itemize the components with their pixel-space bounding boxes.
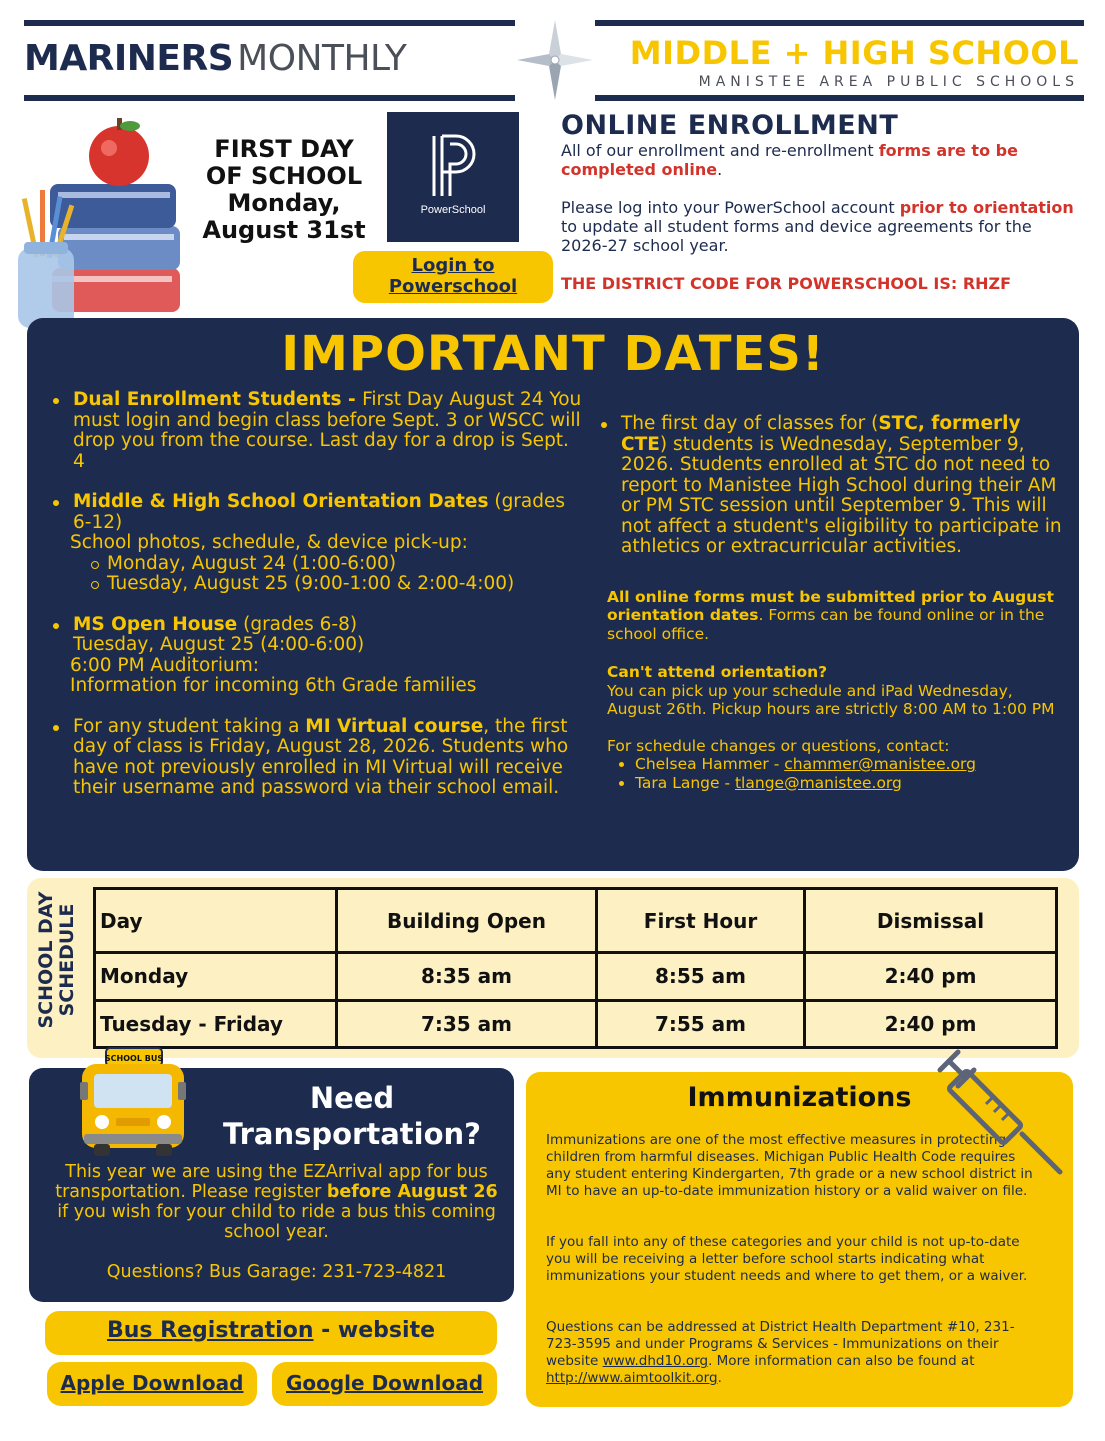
contact-tara (607, 774, 1066, 793)
enrollment-p1-text: All of our enrollment and re-enrollment (561, 141, 879, 160)
first-day-notice (190, 136, 378, 244)
enrollment-heading: ONLINE ENROLLMENT (561, 110, 899, 141)
online-enrollment-section (561, 110, 1081, 293)
stc-text-b: ) students is Wednesday, September 9, 2026. Students enrolled at STC do not need to report to Manistee High School during their AM or PM STC session until September 9. This will not affect a student's eligibility to participate in athletics or extracurricular activities. (621, 433, 1062, 557)
schedule-label-line1: SCHOOL DAY (35, 891, 57, 1029)
bus-registration-rest: - website (313, 1318, 435, 1343)
dual-enrollment-title: Dual Enrollment Students - (73, 389, 363, 410)
immunizations-p3-b: . More information can also be found at (708, 1353, 975, 1369)
contact-tara-email-link[interactable]: tlange@manistee.org (734, 773, 902, 792)
schedule-header-row (95, 889, 1057, 953)
immunizations-p3-a: Questions can be addressed at District Health Department #10, 231-723-3595 and under Programs & Services - Immunizations on their website (546, 1319, 1015, 1369)
cell-dismissal: 2:40 pm (805, 1000, 1057, 1048)
immunizations-p2: If you fall into any of these categories and your child is not up-to-date you will be receiving a letter before school starts indicating what immunizations your student needs and where to get them, or a waiver. (546, 1234, 1028, 1284)
books-apple-illustration (14, 118, 186, 330)
contact-chelsea (607, 755, 1066, 774)
dual-enrollment-item (53, 390, 583, 472)
col-header-dismissal: Dismissal (805, 889, 1057, 953)
aimtoolkit-link[interactable]: http://www.aimtoolkit.org (546, 1370, 718, 1386)
immunizations-p3-c: . (717, 1370, 722, 1386)
important-dates-heading: IMPORTANT DATES! (281, 326, 825, 382)
stc-item (601, 414, 1066, 558)
school-bus-icon (78, 1046, 188, 1158)
compass-star-icon (515, 18, 595, 102)
mi-virtual-text-b: , the first day of class is Friday, August 28, 2026. Students who have not previously enrolled in MI Virtual will receive their username and password via their school email. (73, 715, 569, 798)
enrollment-p2-rest: to update all student forms and device agreements for the 2026-27 school year. (561, 217, 1032, 255)
login-line2: Powerschool (388, 276, 518, 297)
cant-attend-note (607, 663, 1066, 719)
contact-chelsea-email-link[interactable]: chammer@manistee.org (784, 755, 976, 773)
mi-virtual-title: MI Virtual course (305, 715, 484, 737)
transportation-text-b: if you wish for your child to ride a bus this coming school year. (57, 1202, 496, 1242)
school-day-schedule-table (93, 887, 1058, 1049)
apple-download-button[interactable] (47, 1362, 257, 1406)
orientation-date-1: Monday, August 24 (1:00-6:00) (91, 554, 583, 575)
orientation-text: School photos, schedule, & device pick-up: (70, 532, 468, 553)
important-dates-panel (27, 318, 1079, 871)
col-header-day: Day (95, 889, 337, 953)
enrollment-p2 (561, 198, 1081, 255)
online-forms-emphasis: All online forms must be submitted prior to August orientation dates (607, 587, 1054, 624)
enrollment-p1 (561, 141, 1081, 179)
enrollment-p1-end: . (717, 160, 723, 179)
orientation-grades: (grades 6-12) (73, 491, 566, 533)
syringe-icon (930, 1042, 1072, 1184)
cell-building-open: 8:35 am (337, 953, 597, 1001)
cant-attend-text: You can pick up your schedule and iPad Wednesday, August 26th. Pickup hours are strictly 8:00 AM to 1:00 PM (607, 681, 1055, 718)
ms-open-house-line2: 6:00 PM Auditorium: (70, 654, 259, 676)
dates-right-column (601, 414, 1066, 792)
dhd10-link[interactable]: www.dhd10.org (602, 1353, 709, 1369)
ms-open-house-title: MS Open House (73, 613, 238, 635)
col-header-first-hour: First Hour (597, 889, 805, 953)
orientation-title: Middle & High School Orientation Dates (73, 491, 489, 512)
contact-chelsea-name: Chelsea Hammer - (635, 755, 785, 773)
stc-title: STC, formerly CTE (621, 413, 1021, 455)
bus-registration-button[interactable] (45, 1311, 497, 1355)
immunizations-p3 (546, 1319, 1041, 1387)
col-header-building-open: Building Open (337, 889, 597, 953)
enrollment-p2-emphasis: prior to orientation (899, 198, 1074, 217)
ms-open-house-grades: (grades 6-8) (237, 613, 358, 635)
bus-sign-text: SCHOOL BUS (104, 1054, 164, 1063)
bus-garage-phone: Questions? Bus Garage: 231-723-4821 (106, 1262, 447, 1282)
online-forms-text: . Forms can be found online or in the school office. (607, 606, 1045, 643)
powerschool-logo-text: PowerSchool (420, 204, 486, 216)
dual-enrollment-text: First Day August 24 You must login and begin class before Sept. 3 or WSCC will drop you from the course. Last day for a drop is Sept. 4 (73, 389, 582, 472)
ms-open-house-line3: Information for incoming 6th Grade families (70, 675, 477, 696)
login-line1: Login to (411, 255, 495, 276)
school-name: MIDDLE + HIGH SCHOOL (629, 34, 1079, 72)
first-day-line1: FIRST DAY (214, 135, 354, 163)
first-day-line2: OF SCHOOL (205, 162, 363, 190)
title-light: MONTHLY (237, 38, 407, 79)
mi-virtual-item (53, 717, 583, 799)
powerschool-logo (387, 112, 519, 242)
cell-first-hour: 8:55 am (597, 953, 805, 1001)
cell-dismissal: 2:40 pm (805, 953, 1057, 1001)
title-bold: MARINERS (24, 38, 234, 79)
cell-day: Monday (95, 953, 337, 1001)
table-row (95, 953, 1057, 1001)
ms-open-house-item (53, 615, 583, 697)
transportation-text-a: This year we are using the EZArrival app for bus transportation. Please register (55, 1162, 488, 1202)
online-forms-note (607, 588, 1066, 644)
first-day-line4: August 31st (202, 216, 366, 244)
transportation-heading-line1: Need (309, 1081, 395, 1115)
transportation-text (49, 1162, 504, 1242)
enrollment-p1-emphasis: forms are to be completed online (561, 141, 1018, 179)
immunizations-p1: Immunizations are one of the most effective measures in protecting children from harmful diseases. Michigan Public Health Code requires any student entering Kindergarten, 7th grade or a new school district in MI to have an up-to-date immunization history or a valid waiver on file. (546, 1132, 1033, 1199)
table-row (95, 1000, 1057, 1048)
google-download-link[interactable]: Google Download (285, 1371, 484, 1395)
cell-first-hour: 7:55 am (597, 1000, 805, 1048)
login-powerschool-button[interactable] (353, 251, 553, 303)
mi-virtual-text-a: For any student taking a (73, 715, 306, 737)
contacts-intro: For schedule changes or questions, contact: (607, 736, 950, 755)
stc-text-a: The first day of classes for ( (621, 413, 879, 434)
first-day-line3: Monday, (227, 189, 341, 217)
enrollment-p2-text: Please log into your PowerSchool account (561, 198, 900, 217)
cell-day: Tuesday - Friday (95, 1000, 337, 1048)
transportation-heading (197, 1080, 507, 1152)
newsletter-title (24, 38, 406, 79)
powerschool-p-icon (430, 134, 476, 198)
immunizations-heading: Immunizations (687, 1082, 912, 1113)
orientation-date-2: Tuesday, August 25 (9:00-1:00 & 2:00-4:00) (91, 574, 583, 595)
transportation-heading-line2: Transportation? (223, 1117, 481, 1151)
ms-open-house-line1: Tuesday, August 25 (4:00-6:00) (73, 634, 365, 655)
transportation-deadline: before August 26 (326, 1182, 498, 1202)
contact-tara-name: Tara Lange - (635, 773, 735, 792)
bus-registration-link[interactable]: Bus Registration (107, 1318, 314, 1343)
orientation-item (53, 492, 583, 595)
cant-attend-title: Can't attend orientation? (607, 663, 828, 681)
schedule-label-line2: SCHEDULE (56, 903, 78, 1017)
cell-building-open: 7:35 am (337, 1000, 597, 1048)
district-name: MANISTEE AREA PUBLIC SCHOOLS (698, 74, 1079, 90)
schedule-label (36, 880, 78, 1040)
google-download-button[interactable] (272, 1362, 497, 1406)
apple-download-link[interactable]: Apple Download (60, 1371, 244, 1395)
dates-left-column (53, 390, 583, 799)
contacts-block (607, 737, 1066, 793)
header-school-block (630, 34, 1079, 90)
district-code: THE DISTRICT CODE FOR POWERSCHOOL IS: RHZF (561, 274, 1012, 293)
